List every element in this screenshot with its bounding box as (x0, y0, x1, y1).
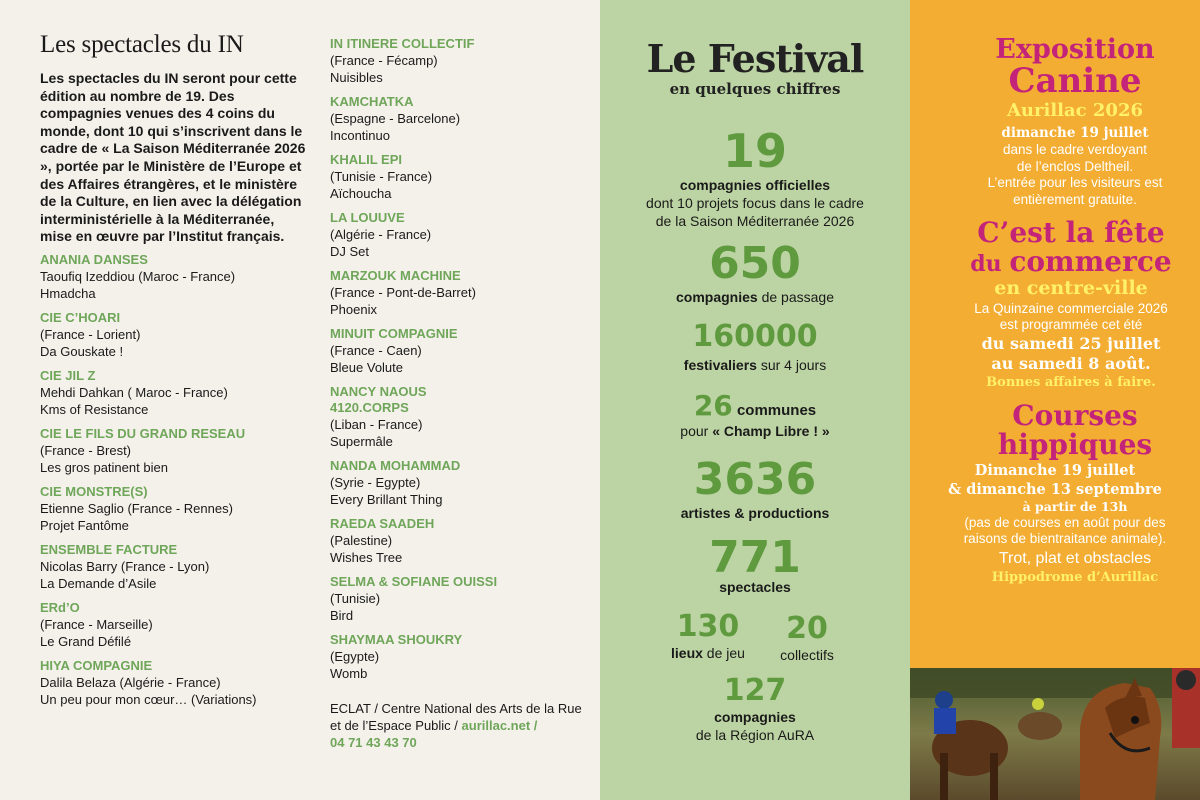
credit-block (330, 700, 592, 751)
company-entry (40, 310, 308, 360)
company-origin: Mehdi Dahkan ( Maroc - France) (40, 384, 228, 400)
dog-show-text: L’entrée pour les visiteurs est (987, 175, 1163, 191)
company-entry (330, 384, 592, 450)
commerce-date: au samedi 8 août. (991, 353, 1151, 373)
stat-festival-goers (600, 319, 910, 374)
company-show-title: Every Brillant Thing (330, 492, 443, 507)
company-entry (330, 458, 592, 508)
horse-racing-block (910, 398, 1200, 586)
phone-number: 04 71 43 43 70 (330, 735, 417, 750)
racing-date: Dimanche 19 juillet (974, 461, 1136, 479)
stat-detail: sur 4 jours (756, 357, 827, 373)
company-show-title: Les gros patinent bien (40, 459, 168, 475)
commerce-bonus: Bonnes affaires à faire. (986, 374, 1156, 390)
company-name: IN ITINERE COLLECTIF (330, 36, 475, 51)
company-name: NANDA MOHAMMAD (330, 458, 461, 473)
company-show-title: Projet Fantôme (40, 517, 129, 533)
stat-number: 20 (786, 611, 828, 646)
company-name: NANCY NAOUS 4120.CORPS (330, 384, 427, 415)
section-title: Les spectacles du IN (40, 31, 244, 58)
company-origin: (Syrie - Egypte) (330, 475, 421, 490)
stat-label: compagnies (676, 289, 758, 305)
company-entry (330, 326, 592, 376)
stat-label: compagnies (714, 709, 796, 725)
company-entry (40, 252, 308, 302)
racing-date: & dimanche 13 septembre (948, 480, 1162, 498)
company-origin: (Espagne - Barcelone) (330, 111, 461, 126)
company-origin: Nicolas Barry (France - Lyon) (40, 558, 210, 574)
stat-detail: de jeu (702, 645, 745, 661)
stat-detail: pour (680, 423, 713, 439)
company-origin: (Tunisie) (330, 591, 381, 606)
company-show-title: Le Grand Défilé (40, 633, 132, 649)
stat-detail: dont 10 projets focus dans le cadre (646, 195, 864, 211)
programme-column-1 (40, 30, 308, 716)
company-name: ANANIA DANSES (40, 251, 148, 267)
stat-label: artistes & productions (680, 505, 830, 521)
stat-number: 650 (709, 238, 801, 289)
company-name: HIYA COMPAGNIE (40, 657, 153, 673)
website-link[interactable]: aurillac.net / (461, 718, 538, 733)
stat-artists (600, 454, 910, 522)
commerce-title-2: du commerce (970, 245, 1172, 279)
stat-detail: de passage (757, 289, 834, 305)
company-show-title: Un peu pour mon cœur… (Variations) (40, 691, 257, 707)
company-origin: (Palestine) (330, 533, 393, 548)
stat-detail: de la Région AuRA (695, 727, 815, 743)
stat-collectives (762, 611, 852, 664)
festival-subtitle: en quelques chiffres (669, 80, 841, 98)
racing-title-2: hippiques (997, 428, 1153, 462)
dog-show-text: de l’enclos Deltheil. (1016, 158, 1134, 174)
company-origin: (Tunisie - France) (330, 169, 433, 184)
company-show-title: Da Gouskate ! (40, 343, 124, 359)
company-name: ENSEMBLE FACTURE (40, 541, 178, 557)
company-list-b (330, 36, 592, 682)
company-list-a (40, 252, 308, 708)
company-entry (330, 516, 592, 566)
horse-racing-photo (910, 668, 1200, 800)
company-name: ERd’O (40, 599, 80, 615)
company-entry (330, 268, 592, 318)
festival-figures-panel (600, 0, 910, 800)
stat-detail: de la Saison Méditerranée 2026 (655, 213, 855, 229)
company-name: SELMA & SOFIANE OUISSI (330, 574, 498, 589)
stat-shows (600, 532, 910, 596)
dog-show-date: dimanche 19 juillet (1001, 125, 1149, 142)
company-origin: (Liban - France) (330, 417, 423, 432)
racing-time: à partir de 13h (1022, 498, 1128, 514)
company-name: CIE C’HOARI (40, 309, 121, 325)
stat-label: lieux (671, 645, 703, 661)
stat-official-companies (600, 124, 910, 230)
stat-region-companies (600, 673, 910, 744)
stat-label: « Champ Libre ! » (712, 423, 830, 439)
programme-column-2 (330, 36, 592, 751)
company-entry (40, 368, 308, 418)
company-show-title: Bleue Volute (330, 360, 404, 375)
company-show-title: La Demande d’Asile (40, 575, 157, 591)
stat-number: 130 (676, 609, 740, 644)
stat-number: 26 (693, 389, 733, 422)
stat-venues (648, 609, 768, 662)
stat-number: 3636 (693, 454, 817, 505)
company-name: SHAYMAA SHOUKRY (330, 632, 463, 647)
company-show-title: DJ Set (330, 244, 370, 259)
company-show-title: Bird (330, 608, 354, 623)
commerce-text: La Quinzaine commerciale 2026 (974, 300, 1168, 316)
company-name: RAEDA SAADEH (330, 516, 435, 531)
company-origin: (France - Lorient) (40, 326, 141, 342)
stat-number: 19 (722, 124, 787, 178)
company-entry (40, 658, 308, 708)
racing-title-1: Courses (1012, 398, 1138, 432)
stat-passing-companies (600, 238, 910, 306)
company-name: MARZOUK MACHINE (330, 268, 461, 283)
company-origin: (Egypte) (330, 649, 380, 664)
company-name: LA LOUUVE (330, 210, 405, 225)
company-origin: (Algérie - France) (330, 227, 432, 242)
events-panel (910, 0, 1200, 668)
festival-title: Le Festival (646, 36, 864, 81)
dog-show-city: Aurillac 2026 (1006, 100, 1144, 122)
company-entry (330, 36, 592, 86)
company-entry (330, 574, 592, 624)
company-show-title: Kms of Resistance (40, 401, 149, 417)
dog-show-text: dans le cadre verdoyant (1002, 142, 1148, 158)
company-entry (40, 542, 308, 592)
commerce-text: est programmée cet été (999, 317, 1143, 333)
dog-show-title-1: Exposition (995, 34, 1155, 65)
company-name: CIE MONSTRE(S) (40, 483, 148, 499)
dog-show-block (910, 0, 1200, 208)
company-entry (330, 152, 592, 202)
company-name: KHALIL EPI (330, 152, 402, 167)
stat-number: 771 (709, 532, 801, 583)
stat-communes (600, 389, 910, 440)
dog-show-text: entièrement gratuite. (1013, 191, 1137, 207)
company-entry (40, 426, 308, 476)
stat-label: festivaliers (683, 357, 757, 373)
company-origin: (France - Brest) (40, 442, 132, 458)
credit-text: ECLAT / Centre National des Arts de la Rue et de l’Espace Public / (330, 701, 582, 733)
dog-show-title-2: Canine (1008, 61, 1142, 102)
racing-text: raisons de bientraitance animale). (963, 531, 1167, 547)
racing-venue: Hippodrome d’Aurillac (991, 569, 1159, 585)
company-origin: Dalila Belaza (Algérie - France) (40, 674, 221, 690)
stat-label: collectifs (780, 647, 834, 663)
company-entry (330, 94, 592, 144)
stat-label: communes (732, 402, 817, 419)
company-show-title: Incontinuo (330, 128, 390, 143)
commerce-subtitle: en centre-ville (994, 276, 1148, 299)
intro-paragraph: Les spectacles du IN seront pour cette édition au nombre de 19. Des compagnies venues des 4 coins du monde, dont 10 qui s’inscrivent dans le cadre de « La Saison Méditerranée 2026 », portée par le Ministère de l’Europe et des Affaires étrangères, et le ministère de la Culture, en lien avec la délégation interministérielle à la Méditerranée, mise en œuvre par l’Institut français. (40, 70, 306, 245)
company-origin: Etienne Saglio (France - Rennes) (40, 500, 233, 516)
company-origin: Taoufiq Izeddiou (Maroc - France) (40, 268, 236, 284)
commerce-title-1: C’est la fête (977, 216, 1165, 250)
company-show-title: Supermâle (330, 434, 393, 449)
stat-number: 127 (723, 673, 787, 708)
company-origin: (France - Caen) (330, 343, 422, 358)
company-name: KAMCHATKA (330, 94, 414, 109)
company-show-title: Womb (330, 666, 368, 681)
company-show-title: Aïchoucha (330, 186, 392, 201)
stat-number: 160000 (692, 319, 818, 354)
company-name: CIE JIL Z (40, 367, 96, 383)
commerce-date: du samedi 25 juillet (981, 333, 1161, 353)
company-show-title: Wishes Tree (330, 550, 403, 565)
company-origin: (France - Pont-de-Barret) (330, 285, 476, 300)
racing-text: (pas de courses en août pour des (964, 514, 1166, 530)
company-origin: (France - Marseille) (40, 616, 153, 632)
company-origin: (France - Fécamp) (330, 53, 438, 68)
company-show-title: Phoenix (330, 302, 377, 317)
company-entry (40, 600, 308, 650)
company-name: CIE LE FILS DU GRAND RESEAU (40, 425, 246, 441)
stat-label: compagnies officielles (679, 177, 831, 193)
company-entry (330, 632, 592, 682)
company-name: MINUIT COMPAGNIE (330, 326, 458, 341)
racing-disciplines: Trot, plat et obstacles (998, 549, 1152, 567)
company-show-title: Nuisibles (330, 70, 383, 85)
company-entry (330, 210, 592, 260)
company-show-title: Hmadcha (40, 285, 96, 301)
stat-label: spectacles (719, 579, 791, 595)
commerce-fair-block (910, 218, 1200, 391)
company-entry (40, 484, 308, 534)
